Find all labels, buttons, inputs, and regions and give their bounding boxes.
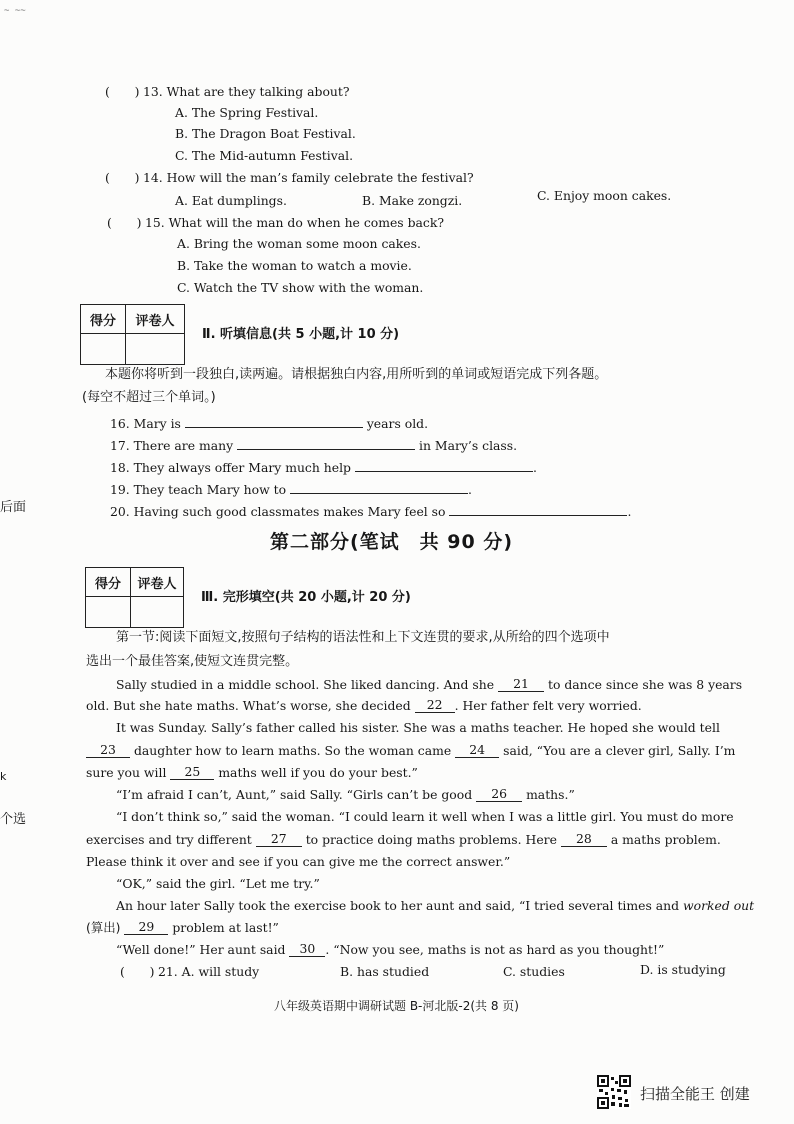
cloze-blank-29[interactable]: 29 [124, 920, 168, 935]
item-19: 19. They teach Mary how to . [110, 479, 472, 498]
answer-blank-18[interactable] [355, 457, 533, 472]
item-18: 18. They always offer Mary much help . [110, 457, 537, 476]
q14-option-c: C. Enjoy moon cakes. [537, 188, 672, 203]
passage-line-8: exercises and try different 27 to practice doing maths problems. Here 28 a maths problem. [86, 831, 721, 847]
cloze-blank-26[interactable]: 26 [476, 787, 522, 802]
item-20: 20. Having such good classmates makes Mary feel so . [110, 501, 631, 520]
q15-option-b: B. Take the woman to watch a movie. [177, 258, 412, 273]
answer-blank-20[interactable] [449, 501, 627, 516]
part2-heading: 第二部分(笔试 共 90 分) [270, 531, 514, 553]
cloze-blank-27[interactable]: 27 [256, 832, 302, 847]
score-header: 得分 [86, 568, 131, 597]
score-cell[interactable] [81, 334, 126, 365]
cloze-blank-21[interactable]: 21 [498, 677, 544, 692]
answer-blank-19[interactable] [290, 479, 468, 494]
passage-line-12: (算出) 29 problem at last!” [86, 919, 279, 935]
q21-option-c: C. studies [503, 964, 565, 979]
section3-instruction-2: 选出一个最佳答案,使短文连贯完整。 [86, 654, 299, 669]
question-15: ( ) 15. What will the man do when he comes back? [107, 215, 445, 230]
passage-line-9: Please think it over and see if you can give me the correct answer.” [86, 854, 511, 869]
section2-instruction-1: 本题你将听到一段独白,读两遍。请根据独白内容,用所听到的单词或短语完成下列各题。 [105, 367, 608, 382]
item-17: 17. There are many in Mary’s class. [110, 435, 517, 454]
margin-fragment-1: 后面 [0, 500, 27, 515]
answer-blank-16[interactable] [185, 413, 363, 428]
score-header: 得分 [81, 305, 126, 334]
question-13: ( ) 13. What are they talking about? [105, 84, 350, 99]
margin-fragment-2: 个选 [0, 812, 27, 827]
cloze-blank-22[interactable]: 22 [415, 698, 455, 713]
passage-line-4: 23 daughter how to learn maths. So the woman came 24 said, “You are a clever girl, Sally. I’m [86, 743, 735, 759]
grader-cell[interactable] [131, 597, 184, 628]
q14-option-a: A. Eat dumplings. [175, 193, 287, 208]
passage-line-2: old. But she hate maths. What’s worse, she decided 22 . Her father felt very worried. [86, 697, 642, 713]
grader-cell[interactable] [126, 334, 185, 365]
q13-option-b: B. The Dragon Boat Festival. [175, 126, 356, 141]
q21-option-d: D. is studying [640, 962, 726, 977]
scanner-label: 扫描全能王 创建 [640, 1085, 750, 1103]
passage-line-1: Sally studied in a middle school. She liked dancing. And she 21 to dance since she was 8 years [116, 676, 743, 692]
section2-title: Ⅱ. 听填信息(共 5 小题,计 10 分) [202, 327, 400, 342]
q13-option-c: C. The Mid-autumn Festival. [175, 148, 354, 163]
cloze-blank-24[interactable]: 24 [455, 743, 499, 758]
qr-code-icon [597, 1075, 631, 1109]
page-footer: 八年级英语期中调研试题 B-河北版-2(共 8 页) [274, 999, 519, 1013]
passage-line-10: “OK,” said the girl. “Let me try.” [116, 876, 320, 891]
q21-option-b: B. has studied [340, 964, 430, 979]
section3-instruction-1: 第一节:阅读下面短文,按照句子结构的语法性和上下文连贯的要求,从所给的四个选项中 [116, 630, 610, 645]
section3-title: Ⅲ. 完形填空(共 20 小题,计 20 分) [201, 590, 411, 605]
q15-option-a: A. Bring the woman some moon cakes. [177, 236, 421, 251]
score-cell[interactable] [86, 597, 131, 628]
cloze-blank-23[interactable]: 23 [86, 743, 130, 758]
cloze-blank-30[interactable]: 30 [289, 942, 325, 957]
passage-line-7: “I don’t think so,” said the woman. “I could learn it well when I was a little girl. You must do more [116, 809, 734, 824]
passage-line-3: It was Sunday. Sally’s father called his sister. She was a maths teacher. He hoped she would tell [116, 720, 720, 735]
question-21: ( ) 21. A. will study [120, 964, 260, 979]
score-box-section2 [80, 304, 185, 365]
q15-option-c: C. Watch the TV show with the woman. [177, 280, 424, 295]
grader-header: 评卷人 [131, 568, 184, 597]
margin-fragment-3: k [0, 770, 7, 783]
section2-instruction-2: (每空不超过三个单词。) [82, 390, 216, 405]
corner-mark: ~ ~~ [4, 6, 26, 16]
passage-line-11: An hour later Sally took the exercise book to her aunt and said, “I tried several times and worked out [116, 898, 755, 913]
answer-blank-17[interactable] [237, 435, 415, 450]
item-16: 16. Mary is years old. [110, 413, 428, 432]
passage-line-6: “I’m afraid I can’t, Aunt,” said Sally. “Girls can’t be good 26 maths.” [116, 786, 575, 802]
grader-header: 评卷人 [126, 305, 185, 334]
question-14: ( ) 14. How will the man’s family celebrate the festival? [105, 170, 474, 185]
cloze-blank-25[interactable]: 25 [170, 765, 214, 780]
q14-option-b: B. Make zongzi. [362, 193, 463, 208]
passage-line-5: sure you will 25 maths well if you do your best.” [86, 764, 418, 780]
cloze-blank-28[interactable]: 28 [561, 832, 607, 847]
q13-option-a: A. The Spring Festival. [175, 105, 319, 120]
score-box-section3 [85, 567, 184, 628]
passage-line-13: “Well done!” Her aunt said 30 . “Now you see, maths is not as hard as you thought!” [116, 941, 665, 957]
